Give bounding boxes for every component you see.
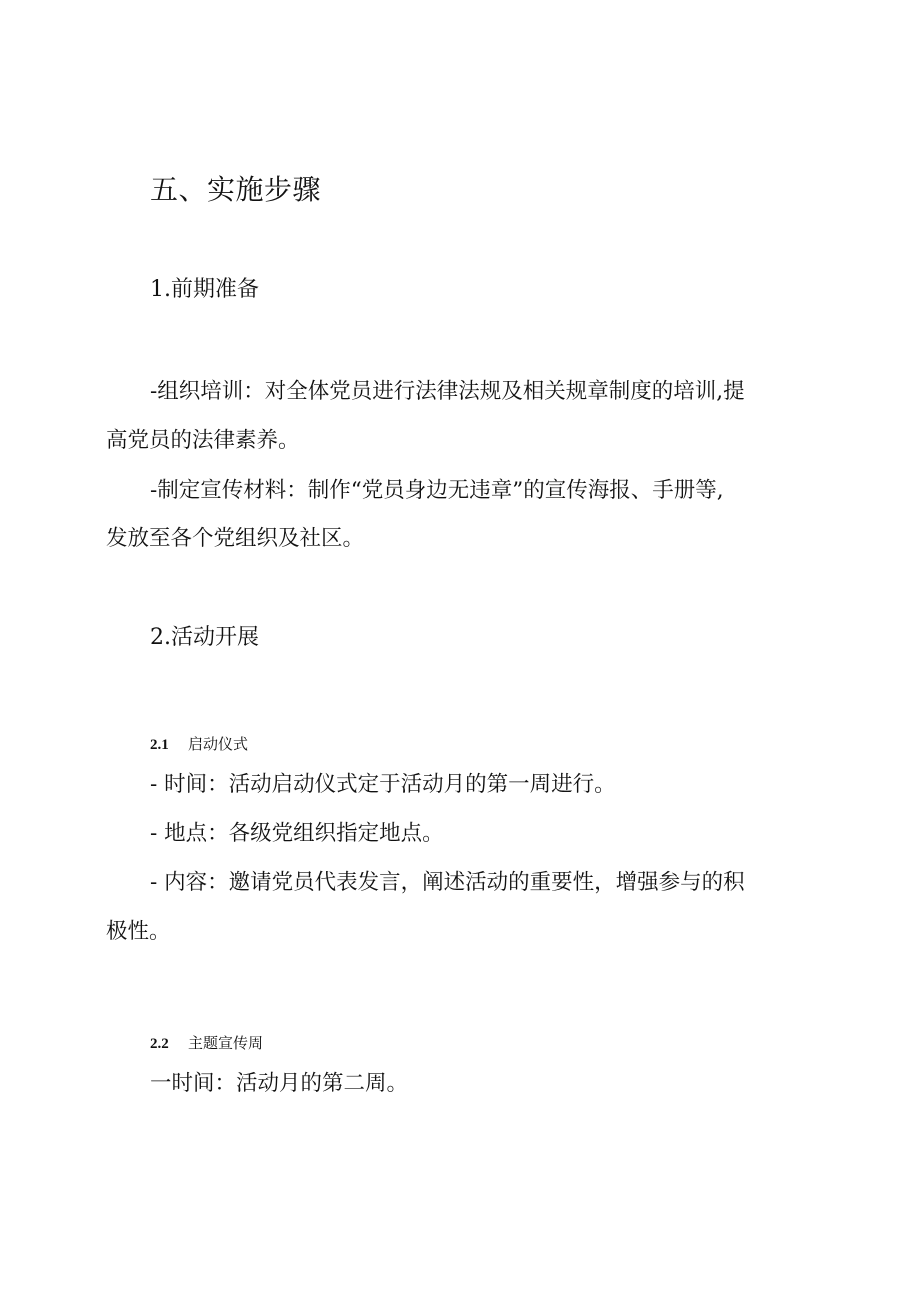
subsection-2-1-line: - 内容：邀请党员代表发言，阐述活动的重要性，增强参与的积 [150,870,745,895]
subsection-2-1-number: 2.1 [150,737,169,753]
step1-item2-line1: -制定宣传材料：制作“党员身边无违章”的宣传海报、手册等, [150,478,724,503]
subsection-2-2-title: 主题宣传周 [188,1034,264,1052]
step2-heading: 2.活动开展 [150,625,259,650]
section-title: 五、实施步骤 [150,173,322,206]
subsection-2-2-number: 2.2 [150,1036,169,1052]
step1-item2-line2: 发放至各个党组织及社区。 [106,526,365,551]
step1-item1-line1: -组织培训：对全体党员进行法律法规及相关规章制度的培训,提 [150,379,745,404]
subsection-2-2-line: 一时间：活动月的第二周。 [150,1071,409,1096]
subsection-2-1-line: - 时间：活动启动仪式定于活动月的第一周进行。 [150,772,616,797]
subsection-2-1-title: 启动仪式 [188,735,249,753]
subsection-2-1-line: 极性。 [106,919,171,944]
subsection-2-1-line: - 地点：各级党组织指定地点。 [150,821,444,846]
step1-heading: 1.前期准备 [150,277,259,302]
step1-item1-line2: 高党员的法律素养。 [106,428,300,453]
subsection-2-1-heading [150,733,248,754]
subsection-2-2-heading [150,1032,263,1053]
